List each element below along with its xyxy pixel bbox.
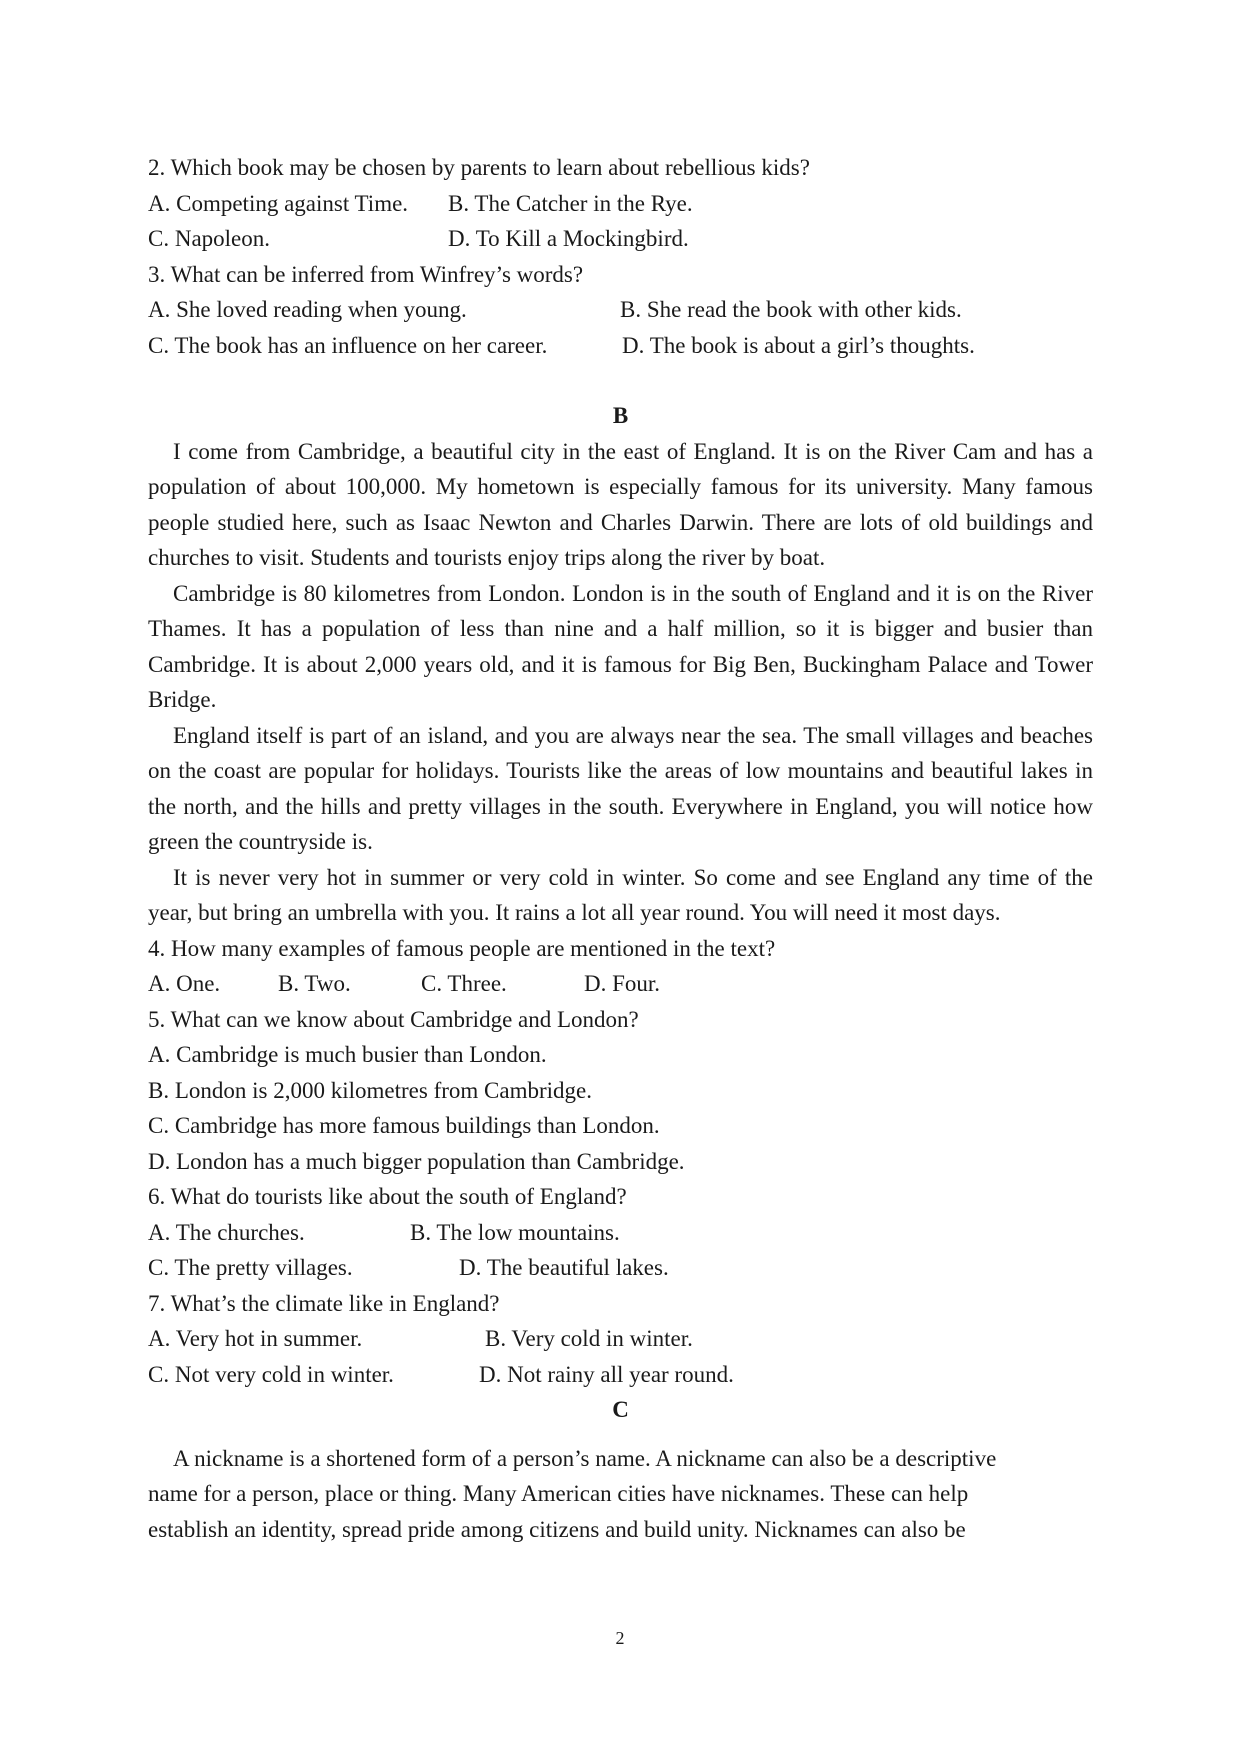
section-b-paragraph-4: It is never very hot in summer or very cold in winter. So come and see England any time of the year, but bring an umbrella with you. It rains a lot all year round. You will need it most days. <box>148 864 1093 925</box>
question-7-options-row-1 <box>148 1321 1093 1357</box>
page-number: 2 <box>615 1628 625 1648</box>
question-2-option-b: B. The Catcher in the Rye. <box>448 190 693 216</box>
section-b-heading: B <box>612 403 629 428</box>
question-6-option-a: A. The churches. <box>148 1219 305 1245</box>
question-3-options-row-1 <box>148 292 1093 328</box>
section-c-line-2: name for a person, place or thing. Many American cities have nicknames. These can help <box>148 1481 969 1506</box>
question-2-options-row-1 <box>148 186 1093 222</box>
question-3-options-row-2 <box>148 328 1093 364</box>
spacer <box>148 363 1093 398</box>
question-6-option-b: B. The low mountains. <box>410 1219 620 1245</box>
question-5-option-c: C. Cambridge has more famous buildings than London. <box>148 1113 660 1138</box>
question-2-option-d: D. To Kill a Mockingbird. <box>448 226 689 251</box>
question-6-option-d: D. The beautiful lakes. <box>459 1255 669 1280</box>
question-7-stem: 7. What’s the climate like in England? <box>148 1290 500 1316</box>
question-6-options-row-1 <box>148 1215 1093 1251</box>
question-4-option-c: C. Three. <box>421 971 507 996</box>
question-5-option-b: B. London is 2,000 kilometres from Cambridge. <box>148 1077 592 1103</box>
section-c-line-3: establish an identity, spread pride among citizens and build unity. Nicknames can also be <box>148 1516 966 1542</box>
question-7-options-row-2 <box>148 1357 1093 1393</box>
question-4-options <box>148 966 1093 1002</box>
question-6-option-c: C. The pretty villages. <box>148 1255 353 1280</box>
question-2-options-row-2 <box>148 221 1093 257</box>
question-5-stem: 5. What can we know about Cambridge and London? <box>148 1006 639 1032</box>
section-b-paragraph-2: Cambridge is 80 kilometres from London. London is in the south of England and it is on the River Thames. It has a population of less than nine and a half million, so it is bigger and busier than Cambridge. It is about 2,000 years old, and it is famous for Big Ben, Buckingham Palace and Tower Bridge. <box>148 580 1093 712</box>
question-6-options-row-2 <box>148 1250 1093 1286</box>
question-7-option-d: D. Not rainy all year round. <box>479 1361 734 1387</box>
question-3-option-b: B. She read the book with other kids. <box>620 297 962 322</box>
question-2-option-a: A. Competing against Time. <box>148 190 409 216</box>
question-4-option-d: D. Four. <box>584 971 661 996</box>
exam-page <box>148 150 1093 1547</box>
question-4-stem: 4. How many examples of famous people are mentioned in the text? <box>148 935 776 961</box>
question-4-option-b: B. Two. <box>278 971 351 996</box>
question-3-option-c: C. The book has an influence on her career. <box>148 332 548 358</box>
section-b-paragraph-1: I come from Cambridge, a beautiful city in the east of England. It is on the River Cam and has a population of about 100,000. My hometown is especially famous for its university. Many famous people studied here, such as Isaac Newton and Charles Darwin. There are lots of old buildings and churches to visit. Students and tourists enjoy trips along the river by boat. <box>148 438 1093 570</box>
section-c-heading: C <box>612 1397 629 1422</box>
question-3-option-d: D. The book is about a girl’s thoughts. <box>622 332 975 358</box>
question-5-option-a: A. Cambridge is much busier than London. <box>148 1042 547 1067</box>
question-2-option-c: C. Napoleon. <box>148 226 271 251</box>
question-3-stem: 3. What can be inferred from Winfrey’s words? <box>148 261 584 287</box>
spacer <box>148 1428 1093 1441</box>
section-c-line-1: A nickname is a shortened form of a person’s name. A nickname can also be a descriptive <box>173 1445 997 1471</box>
question-4-option-a: A. One. <box>148 971 221 996</box>
question-6-stem: 6. What do tourists like about the south of England? <box>148 1184 627 1209</box>
question-7-option-a: A. Very hot in summer. <box>148 1326 363 1351</box>
question-3-option-a: A. She loved reading when young. <box>148 297 467 322</box>
section-b-paragraph-3: England itself is part of an island, and you are always near the sea. The small villages and beaches on the coast are popular for holidays. Tourists like the areas of low mountains and beautiful lakes in the north, and the hills and pretty villages in the south. Everywhere in England, you will notice how green the countryside is. <box>148 722 1093 854</box>
question-2-stem: 2. Which book may be chosen by parents to learn about rebellious kids? <box>148 155 810 180</box>
question-7-option-b: B. Very cold in winter. <box>485 1326 693 1351</box>
question-7-option-c: C. Not very cold in winter. <box>148 1361 394 1387</box>
question-5-option-d: D. London has a much bigger population than Cambridge. <box>148 1148 685 1174</box>
